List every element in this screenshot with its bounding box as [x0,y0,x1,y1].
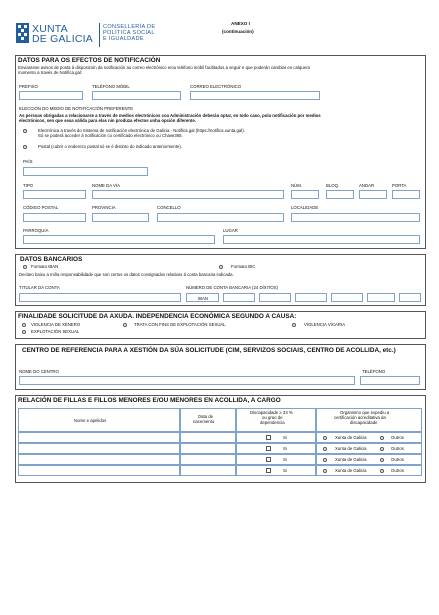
conselleria-line1: CONSELLERÍA DE [103,24,156,30]
col-nome: Nome e apelidos [74,418,107,423]
conta-input-6[interactable] [399,293,421,302]
eleccion-text-1: As persoas obrigadas a relacionarse a través de medios electrónicos coa Administración deberán optar, en todo caso, pola notificación por medios [19,113,321,118]
iban-label: IBAN [198,295,209,301]
porta-label: PORTA [392,183,407,188]
row-data-cell[interactable] [180,454,236,465]
discapacidade-checkbox[interactable] [266,435,271,440]
finalidade-title: FINALIDADE SOLICITUDE DA AXUDA. INDEPENDENCIA ECONÓMICA SEGUNDO A CAUSA: [18,313,297,320]
row-discap-cell [236,443,316,454]
nome-via-input[interactable] [92,190,284,199]
row-discap-cell [236,454,316,465]
conselleria-line2: POLÍTICA SOCIAL [103,30,155,37]
row-data-cell[interactable] [180,443,236,454]
si-label: Si [283,457,287,462]
logo-line2: DE GALICIA [32,33,93,45]
row-data-cell[interactable] [180,465,236,476]
formato-bic-label: Formato BIC [231,264,256,269]
col-org-2: certificación acreditativa da [334,415,386,420]
row-nome-cell[interactable] [18,443,180,454]
outros-label: Outros [391,468,404,473]
col-org-3: discapacidade [350,420,378,425]
bloq-input[interactable] [326,190,354,199]
radio-outros[interactable] [380,447,384,451]
nome-centro-label: NOME DO CENTRO [19,369,59,374]
correo-input[interactable] [190,91,320,100]
eleccion-label: ELECCIÓN DO MEDIO DE NOTIFICACIÓN PREFERENTE [19,106,134,111]
discapacidade-checkbox[interactable] [266,468,271,473]
declaro-text: Declaro baixo a miña responsabilidade que son certos os datos consignados relativos á conta bancaria indicada. [19,272,234,277]
discapacidade-checkbox[interactable] [266,446,271,451]
radio-outros[interactable] [380,436,384,440]
opcion-violencia-vicaria: VIOLENCIA VICARIA [304,322,346,327]
bloq-label: BLOQ. [326,183,340,188]
nome-via-label: NOME DA VÍA [92,183,120,188]
tipo-input[interactable] [23,190,86,199]
opcion-postal: Postal (cubrir o enderezo postal só se é distinto do indicado anteriormente). [38,144,183,149]
row-nome-cell[interactable] [18,465,180,476]
codigo-postal-input[interactable] [23,213,86,222]
col-discap-3: dependencia [260,420,285,425]
tipo-label: TIPO [23,183,34,188]
conta-input-3[interactable] [295,293,327,302]
prefixo-label: PREFIXO [19,84,38,89]
outros-label: Outros [391,435,404,440]
correo-label: CORREO ELECTRÓNICO [190,84,242,89]
iban-box[interactable] [186,293,219,302]
xunta-logo [16,22,96,48]
xunta-label: Xunta de Galicia [335,468,367,473]
anexo-title: ANEXO I [231,21,250,26]
opcion-electronica-2: Só se poderá acceder á notificación co certificado electrónico ou Chave365. [38,133,183,138]
row-org-cell [316,465,422,476]
parroquia-input[interactable] [23,235,215,244]
opcion-explotacion-sexual: EXPLOTACIÓN SEXUAL [31,329,80,334]
relacion-title: RELACIÓN DE FILLAS E FILLOS MENORES E/OU MENORES EN ACOLLIDA, A CARGO [18,397,281,404]
row-nome-cell[interactable] [18,454,180,465]
xunta-label: Xunta de Galicia [335,446,367,451]
pais-input[interactable] [23,167,148,176]
radio-xunta[interactable] [323,458,327,462]
conta-input-1[interactable] [223,293,255,302]
row-data-cell[interactable] [180,432,236,443]
notificacion-title: DATOS PARA OS EFECTOS DE NOTIFICACIÓN [18,57,161,64]
galicia-flag-icon [16,23,29,43]
numero-conta-label: NÚMERO DE CONTA BANCARIA (24 DÍXITOS) [186,285,279,290]
lugar-input[interactable] [223,235,420,244]
outros-label: Outros [391,457,404,462]
eleccion-text-2: electrónicos, sen que sexa válida para elas nin produza efectos unha opción diferente. [19,118,196,123]
row-discap-cell [236,432,316,443]
notificacion-intro-1: Enviaranse avisos de posta á disposición da notificación ao correo electrónico e/ou teléfono móbil facilitados a seguir e que poderán cambiar en calquera [18,65,310,70]
xunta-label: Xunta de Galicia [335,435,367,440]
conta-input-4[interactable] [331,293,363,302]
localidade-label: LOCALIDADE [291,205,319,210]
concello-label: CONCELLO [157,205,181,210]
telefono-movil-input[interactable] [92,91,181,100]
num-input[interactable] [291,190,319,199]
codigo-postal-label: CÓDIGO POSTAL [23,205,59,210]
lugar-label: LUGAR [223,228,238,233]
concello-input[interactable] [157,213,284,222]
num-label: NÚM. [291,183,302,188]
col-data-2: nacemento [193,419,215,424]
si-label: Si [283,468,287,473]
conselleria [103,24,155,43]
localidade-input[interactable] [291,213,420,222]
xunta-label: Xunta de Galicia [335,457,367,462]
provincia-label: PROVINCIA [92,205,116,210]
telefono-centro-input[interactable] [360,376,420,385]
row-discap-cell [236,465,316,476]
row-org-cell [316,432,422,443]
logo-divider [99,23,100,47]
andar-input[interactable] [359,190,387,199]
titular-label: TITULAR DA CONTA [19,285,60,290]
col-discap-2: ou grao de [262,415,283,420]
radio-outros[interactable] [380,469,384,473]
outros-label: Outros [391,446,404,451]
radio-xunta[interactable] [323,447,327,451]
prefixo-input[interactable] [19,91,83,100]
col-data-1: Data de [198,414,214,419]
telefono-movil-label: TELÉFONO MÓBIL [92,84,130,89]
radio-xunta[interactable] [323,469,327,473]
conselleria-line3: E IGUALDADE [103,36,144,43]
anexo-continuacion: (continuación) [222,29,254,34]
radio-outros[interactable] [380,458,384,462]
radio-xunta[interactable] [323,436,327,440]
logo-line1: XUNTA [32,23,68,35]
si-label: Si [283,446,287,451]
opcion-trata: TRATA CON FINS DE EXPLOTACIÓN SEXUAL [134,322,226,327]
notificacion-intro-2: momento a través de Notifica.gal: [18,70,83,75]
row-nome-cell[interactable] [18,432,180,443]
discapacidade-checkbox[interactable] [266,457,271,462]
bancarios-title: DATOS BANCARIOS [20,256,83,263]
pais-label: PAÍS [23,159,33,164]
parroquia-label: PARROQUIA [23,228,49,233]
porta-input[interactable] [392,190,420,199]
opcion-electronica-1: Electrónica a través do Sistema de notificación electrónica de Galicia - Notifica.gal (https://notifica.xunta.gal). [38,128,245,133]
centro-title: CENTRO DE REFERENCIA PARA A XESTIÓN DA SÚA SOLICITUDE (CIM, SERVIZOS SOCIAIS, CENTRO DE ACOLLIDA, etc.) [22,347,396,354]
col-org-1: Organismo que expediu a [340,410,390,415]
conta-input-2[interactable] [259,293,291,302]
opcion-violencia-xenero: VIOLENCIA DE XÉNERO [31,322,81,327]
formato-iban-label: Formato IBAN [31,264,59,269]
row-org-cell [316,443,422,454]
andar-label: ANDAR [359,183,375,188]
conta-input-5[interactable] [367,293,395,302]
si-label: Si [283,435,287,440]
telefono-centro-label: TELÉFONO [362,369,386,374]
row-org-cell [316,454,422,465]
titular-input[interactable] [19,293,181,302]
nome-centro-input[interactable] [19,376,355,385]
provincia-input[interactable] [92,213,149,222]
col-discap-1: Discapacidade ≥ 33 % [250,410,293,415]
